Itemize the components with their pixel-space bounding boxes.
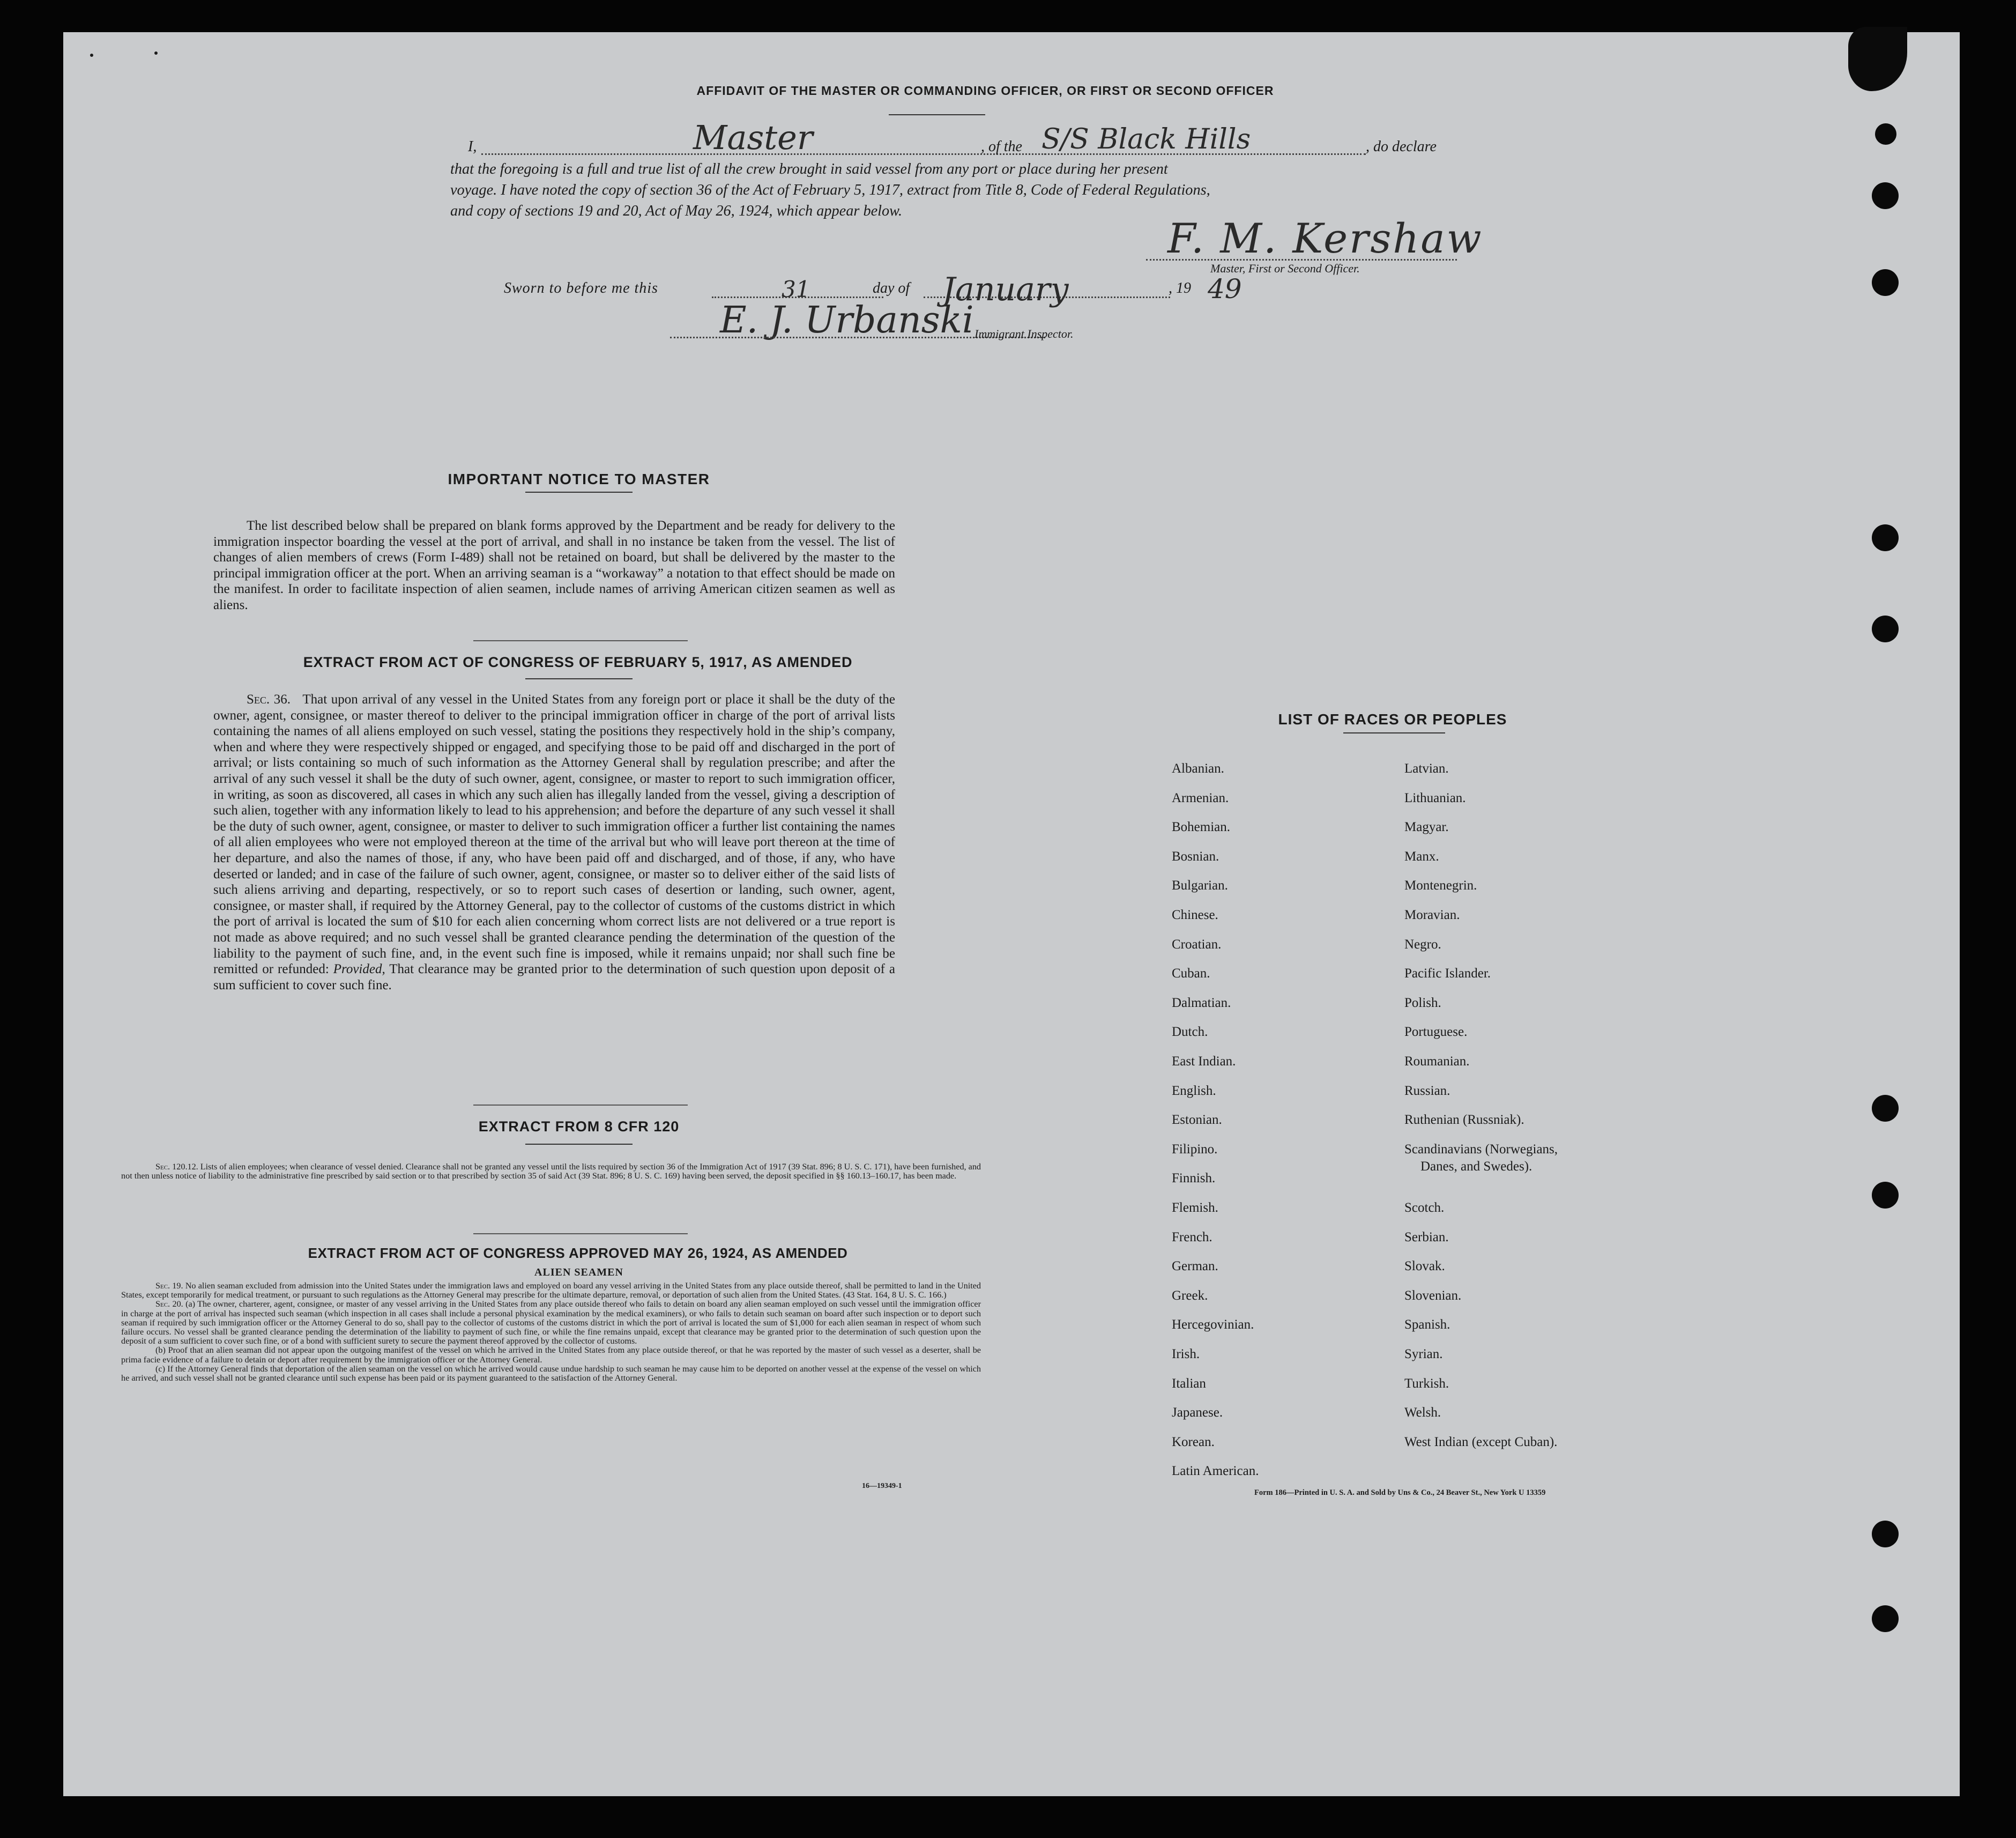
inspector-caption: Immigrant Inspector. — [974, 327, 1074, 340]
extract-1924-body — [121, 1281, 981, 1383]
race-item: Manx. — [1404, 849, 1439, 864]
race-item: Irish. — [1172, 1347, 1200, 1361]
punch-hole — [1872, 524, 1899, 551]
race-item: Scandinavians (Norwegians, — [1404, 1142, 1558, 1157]
extract-1924-heading: EXTRACT FROM ACT OF CONGRESS APPROVED MAY 26, 1924, AS AMENDED — [308, 1245, 848, 1261]
extract-1917-heading: EXTRACT FROM ACT OF CONGRESS OF FEBRUARY 5, 1917, AS AMENDED — [303, 654, 853, 670]
section-divider — [473, 1233, 688, 1234]
sec20b-text: (b) Proof that an alien seaman did not appear upon the outgoing manifest of the vessel on which he arrived in the United States from any place outside thereof, or that he was reported by the master of such vessel as a deserter, shall be prima facie evidence of a failure to detain or deport after requirement by the immigration officer or the Attorney General. — [121, 1345, 981, 1365]
race-item: Greek. — [1172, 1288, 1208, 1303]
race-item: Croatian. — [1172, 937, 1222, 952]
master-signature: F. M. Kershaw — [1167, 214, 1483, 262]
notice-text: The list described below shall be prepared on blank forms approved by the Department and be ready for delivery to the immigration inspector boarding the vessel at the port of arrival, and shall in no instance be taken from the vessel. The list of changes of alien members of crews (Form I-489) shall not be retained on board, but shall be delivered by the master to the principal immigration officer at the port. When an arriving seaman is a “workaway” a notation to that effect should be made on the manifest. In order to facilitate inspection of alien seamen, include names of arriving American citizen seamen as well as aliens. — [213, 518, 895, 612]
sworn-prefix: Sworn to before me this — [504, 280, 658, 297]
race-item: Magyar. — [1404, 820, 1449, 835]
sec20a-text: (a) The owner, charterer, agent, consignee, or master of any vessel arriving in the United States from any place outside thereof who fails to detain on board any alien seaman employed on such vessel until the immigration officer in charge at the port of arrival has inspected such seaman (which inspection in all cases shall include a personal physical examination by the medical examiners), or who fails to detain such seaman on board after such inspection or to deport such seaman if required by such immigration officer or the Attorney General to do so, shall pay to the collector of customs of the customs district in which the port of arrival is located the sum of $1,000 for each alien seaman in respect of whom such failure occurs. No vessel shall be granted clearance pending the determination of the liability to payment of such fine, or while the fine remains unpaid, except that clearance may be granted prior to the determination of such question upon the deposit of a sum sufficient to cover such fine, or of a bond with sufficient surety to secure the payment thereof approved by the collector of customs. — [121, 1299, 981, 1346]
sworn-year: 49 — [1208, 273, 1242, 305]
race-item: Japanese. — [1172, 1405, 1223, 1420]
race-item: Armenian. — [1172, 790, 1229, 805]
punch-hole — [1872, 269, 1899, 296]
punch-hole — [1872, 182, 1899, 209]
sec19-label: Sec. 19. — [155, 1281, 183, 1291]
corner-tear — [1848, 27, 1907, 91]
sec36-label: Sec. 36. — [247, 692, 291, 707]
race-item: Pacific Islander. — [1404, 966, 1491, 981]
sworn-year-prefix: , 19 — [1169, 280, 1191, 297]
extract-1917-body — [213, 692, 895, 993]
race-item: Cuban. — [1172, 966, 1210, 981]
race-item: Ruthenian (Russniak). — [1404, 1113, 1524, 1128]
affidavit-line3: voyage. I have noted the copy of section 36 of the Act of February 5, 1917, extract from Title 8, Code of Federal Regulations, — [450, 182, 1210, 198]
vessel-name: S/S Black Hills — [1042, 123, 1251, 155]
race-item: Finnish. — [1172, 1171, 1216, 1186]
race-item: Chinese. — [1172, 908, 1218, 922]
race-item: Latvian. — [1404, 761, 1449, 776]
punch-hole — [1875, 123, 1896, 145]
form-number: 16—19349-1 — [862, 1482, 902, 1490]
section-divider — [473, 1105, 688, 1106]
race-item: Serbian. — [1404, 1229, 1449, 1244]
sec12012-text: Lists of alien employees; when clearance of vessel denied. Clearance shall not be granted any vessel until the lists required by section 36 of the Immigration Act of 1917 (39 Stat. 896; 8 U. S. C. 171), have been furnished, and not then unless notice of liability to the administrative fine prescribed by said section or to that prescribed by section 35 of said Act (39 Stat. 896; 8 U. S. C. 169) having been served, the deposit specified in §§ 160.13–160.17, has been made. — [121, 1162, 981, 1181]
extract-cfr-rule — [525, 1144, 633, 1145]
affidavit-line4: and copy of sections 19 and 20, Act of May 26, 1924, which appear below. — [450, 203, 903, 219]
dust-speck — [154, 51, 158, 55]
race-item: Dutch. — [1172, 1025, 1208, 1040]
affidavit-of: , of the — [981, 138, 1022, 155]
race-item: Estonian. — [1172, 1113, 1222, 1128]
race-item: Slovenian. — [1404, 1288, 1462, 1303]
race-item: Bohemian. — [1172, 820, 1231, 835]
sec12012-label: Sec. 120.12. — [155, 1162, 198, 1172]
race-item: Welsh. — [1404, 1405, 1441, 1420]
punch-hole — [1872, 1605, 1899, 1632]
notice-heading: IMPORTANT NOTICE TO MASTER — [448, 471, 710, 487]
race-item: Polish. — [1404, 995, 1441, 1010]
affidavit-title: AFFIDAVIT OF THE MASTER OR COMMANDING OFFICER, OR FIRST OR SECOND OFFICER — [696, 84, 1274, 98]
affidavit-line2: that the foregoing is a full and true list of all the crew brought in said vessel from any port or place during her present — [450, 161, 1168, 177]
master-name: Master — [693, 118, 813, 157]
sec36-text: That upon arrival of any vessel in the United States from any foreign port or place it shall be the duty of the owner, agent, consignee, or master thereof to deliver to the principal immigration officer in charge of the port of arrival lists containing the names of all aliens employed on such vessel, stating the positions they respectively hold in the ship’s company, when and where they were respectively shipped or engaged, and specifying those to be paid off and discharged in the port of arrival; or lists containing so much of such information as the Attorney General shall by regulation prescribe; and after the arrival of any such vessel it shall be the duty of such owner, agent, consignee, or master to report to such immigration officer, in writing, as soon as discovered, all cases in which any such alien has illegally landed from the vessel, giving a description of such alien, together with any information likely to lead to his apprehension; and before the departure of any such vessel it shall be the duty of such owner, agent, consignee, or master to deliver to such immigration officer a further list containing the names of all alien employees who were not employed thereon at the time of the arrival but who will leave port thereon at the time of her departure, and also the names of those, if any, who have been paid off and discharged, and of those, if any, who have deserted or landed; and in case of the failure of such owner, agent, consignee, or master so to deliver either of the said lists of such aliens arriving and departing, respectively, or so to report such cases of desertion or landing, such owner, agent, consignee, or master shall, if required by the Attorney General, pay to the collector of customs of the customs district in which the port of arrival is located the sum of $10 for each alien concerning whom correct lists are not delivered or a true report is not made as above required; and no such vessel shall be granted clearance pending the determination of the question of the liability to the payment of such fine, and, in the event such fine is imposed, while it remains unpaid; nor shall such fine be remitted or refunded: — [213, 692, 895, 977]
extract-1917-rule — [525, 678, 633, 679]
race-item: German. — [1172, 1259, 1218, 1274]
extract-cfr-heading: EXTRACT FROM 8 CFR 120 — [478, 1118, 680, 1135]
race-item: Korean. — [1172, 1434, 1215, 1449]
race-item: Portuguese. — [1404, 1025, 1468, 1040]
race-item: Bulgarian. — [1172, 878, 1228, 893]
race-item: Turkish. — [1404, 1376, 1449, 1391]
alien-seamen-subheading: ALIEN SEAMEN — [534, 1266, 623, 1278]
race-item: Hercegovinian. — [1172, 1317, 1254, 1332]
race-item: French. — [1172, 1229, 1212, 1244]
race-item: East Indian. — [1172, 1054, 1236, 1069]
sec36-text-end: That clearance may be granted prior to the determination of such question upon deposit of a sum sufficient to cover such fine. — [213, 962, 896, 992]
sworn-day: 31 — [782, 276, 810, 302]
section-divider — [473, 640, 688, 641]
race-item: Filipino. — [1172, 1142, 1218, 1157]
printer-footer: Form 186—Printed in U. S. A. and Sold by Uns & Co., 24 Beaver St., New York U 13359 — [1254, 1488, 1546, 1497]
manifest-page — [63, 32, 1960, 1796]
sec19-text: No alien seaman excluded from admission into the United States under the immigration laws and employed on board any vessel arriving in the United States from any place outside thereof, shall be permitted to land in the United States, except temporarily for medical treatment, or pursuant to such regulations as the Attorney General may prescribe for the ultimate departure, removal, or deportation of such alien from the United States. (43 Stat. 164, 8 U. S. C. 166.) — [121, 1281, 981, 1300]
race-item: Syrian. — [1404, 1347, 1443, 1361]
race-item: Spanish. — [1404, 1317, 1450, 1332]
sworn-day-of: day of — [873, 280, 910, 297]
punch-hole — [1872, 1095, 1899, 1122]
race-item: Italian — [1172, 1376, 1206, 1391]
race-item: Montenegrin. — [1404, 878, 1477, 893]
notice-body — [213, 518, 895, 613]
race-item: Lithuanian. — [1404, 790, 1466, 805]
race-item: Flemish. — [1172, 1200, 1218, 1215]
sworn-month: January — [942, 271, 1069, 308]
sec20-label: Sec. 20. — [155, 1299, 183, 1309]
race-item: Moravian. — [1404, 908, 1460, 922]
race-item: English. — [1172, 1083, 1216, 1098]
race-item: Danes, and Swedes). — [1420, 1159, 1533, 1174]
provided-word: Provided, — [333, 962, 385, 977]
race-item: Roumanian. — [1404, 1054, 1470, 1069]
sec20c-text: (c) If the Attorney General finds that deportation of the alien seaman on the vessel on which he arrived would cause undue hardship to such seaman he may cause him to be deported on another vessel at the expense of the vessel on which he arrived, and such vessel shall not be granted clearance until such expense has been paid or its payment guaranteed to the satisfaction of the Attorney General. — [121, 1363, 981, 1383]
race-item: Latin American. — [1172, 1464, 1259, 1479]
extract-cfr-body — [121, 1162, 981, 1181]
master-signature-line — [1146, 259, 1457, 261]
race-item: Dalmatian. — [1172, 995, 1231, 1010]
master-caption: Master, First or Second Officer. — [1210, 262, 1360, 275]
notice-rule — [525, 492, 633, 493]
races-heading: LIST OF RACES OR PEOPLES — [1278, 711, 1507, 728]
race-item: Russian. — [1404, 1083, 1450, 1098]
affidavit-declare: , do declare — [1366, 138, 1437, 155]
inspector-signature: E. J. Urbanski — [720, 299, 974, 342]
race-item: Albanian. — [1172, 761, 1224, 776]
dust-speck — [90, 54, 93, 57]
affidavit-i: I, — [468, 138, 477, 155]
punch-hole — [1872, 1521, 1899, 1547]
race-item: West Indian (except Cuban). — [1404, 1434, 1558, 1449]
race-item: Negro. — [1404, 937, 1441, 952]
race-item: Slovak. — [1404, 1259, 1445, 1274]
title-rule — [889, 114, 985, 115]
punch-hole — [1872, 1182, 1899, 1209]
races-rule — [1343, 732, 1445, 733]
race-item: Bosnian. — [1172, 849, 1219, 864]
punch-hole — [1872, 616, 1899, 642]
race-item: Scotch. — [1404, 1200, 1445, 1215]
